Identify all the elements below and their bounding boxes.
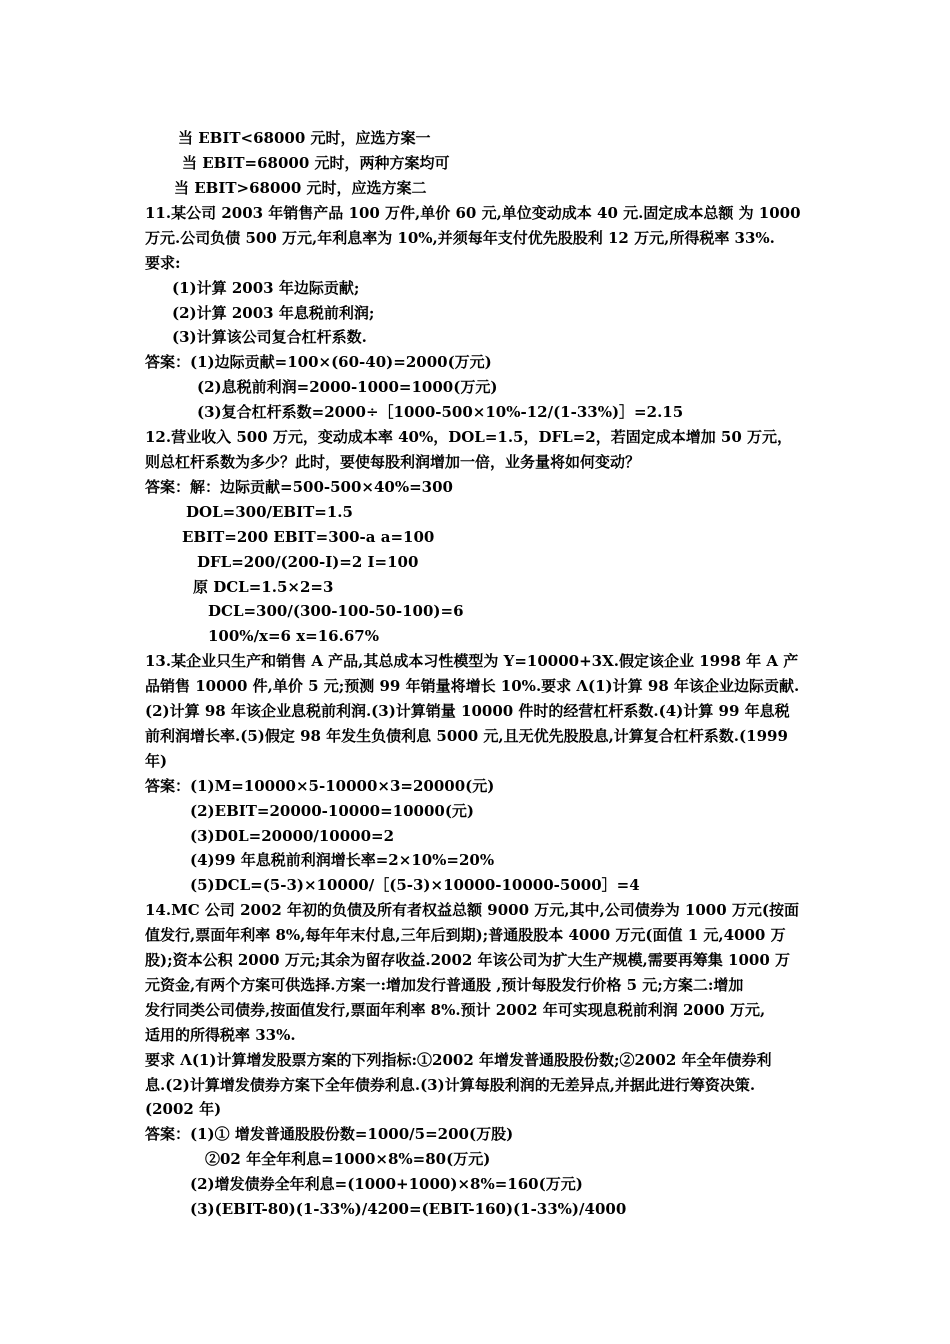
question-11-item: (3)计算该公司复合杠杆系数. [172,328,367,346]
question-14-line: 发行同类公司债券,按面值发行,票面年利率 8%.预计 2002 年可实现息税前利润 2000 万元, [145,1001,766,1019]
answer-12-line: 100%/x=6 x=16.67% [208,627,379,645]
answer-11-line: (2)息税前利润=2000-1000=1000(万元) [197,378,498,396]
question-14-line: 值发行,票面年利率 8%,每年年末付息,三年后到期);普通股股本 4000 万元(面值 1 元,4000 万 [145,926,786,944]
question-14-line: 要求 Λ(1)计算增发股票方案的下列指标:①2002 年增发普通股股份数;②2002 年全年债券利 [145,1051,772,1069]
question-11-line: 万元.公司负债 500 万元,年利息率为 10%,并须每年支付优先股股利 12 万元,所得税率 33%. [145,229,775,247]
question-13-line: (2)计算 98 年该企业息税前利润.(3)计算销量 10000 件时的经营杠杆系数.(4)计算 99 年息税 [145,702,790,720]
question-11-line: 11.某公司 2003 年销售产品 100 万件,单价 60 元,单位变动成本 40 元.固定成本总额 为 1000 [145,204,801,222]
answer-12-line: 答案：解：边际贡献=500-500×40%=300 [145,478,453,496]
answer-11-line: (3)复合杠杆系数=2000÷［1000-500×10%-12/(1-33%)］=2.15 [197,403,684,421]
text-line: 当 EBIT=68000 元时，两种方案均可 [182,154,450,172]
answer-12-line: DOL=300/EBIT=1.5 [186,503,353,521]
answer-12-line: EBIT=200 EBIT=300-a a=100 [182,528,435,546]
question-11-item: (2)计算 2003 年息税前利润; [172,304,375,322]
answer-14-line: (3)(EBIT-80)(1-33%)/4200=(EBIT-160)(1-33%)/4000 [190,1200,627,1218]
question-13-line: 年) [145,752,168,770]
answer-13-line: (5)DCL=(5-3)×10000/［(5-3)×10000-10000-5000］=4 [190,876,640,894]
question-13-line: 前利润增长率.(5)假定 98 年发生负债利息 5000 元,且无优先股股息,计算复合杠杆系数.(1999 [145,727,788,745]
answer-14-line: ②02 年全年利息=1000×8%=80(万元) [205,1150,491,1168]
question-13-line: 13.某企业只生产和销售 A 产品,其总成本习性模型为 Y=10000+3X.假定该企业 1998 年 A 产 [145,652,799,670]
answer-12-line: DFL=200/(200-I)=2 I=100 [197,553,419,571]
answer-12-line: DCL=300/(300-100-50-100)=6 [208,602,464,620]
question-12-line: 12.营业收入 500 万元，变动成本率 40%，DOL=1.5，DFL=2，若固定成本增加 50 万元， [145,428,793,446]
question-11-line: 要求: [145,254,181,272]
answer-14-line: (2)增发债券全年利息=(1000+1000)×8%=160(万元) [190,1175,583,1193]
question-14-line: 14.MC 公司 2002 年初的负债及所有者权益总额 9000 万元,其中,公司债券为 1000 万元(按面 [145,901,799,919]
answer-11-line: 答案：(1)边际贡献=100×(60-40)=2000(万元) [145,353,492,371]
question-14-line: 适用的所得税率 33%. [145,1026,296,1044]
question-14-line: (2002 年) [145,1100,222,1118]
text-line: 当 EBIT>68000 元时，应选方案二 [174,179,427,197]
question-14-line: 息.(2)计算增发债券方案下全年债券利息.(3)计算每股利润的无差异点,并据此进行筹资决策. [145,1076,756,1094]
answer-13-line: 答案：(1)M=10000×5-10000×3=20000(元) [145,777,495,795]
text-line: 当 EBIT<68000 元时，应选方案一 [178,129,431,147]
question-14-line: 股);资本公积 2000 万元;其余为留存收益.2002 年该公司为扩大生产规模,需要再筹集 1000 万 [145,951,790,969]
question-13-line: 品销售 10000 件,单价 5 元;预测 99 年销量将增长 10%.要求 Λ(1)计算 98 年该企业边际贡献. [145,677,800,695]
answer-13-line: (2)EBIT=20000-10000=10000(元) [190,802,475,820]
answer-14-line: 答案：(1)① 增发普通股股份数=1000/5=200(万股) [145,1125,514,1143]
answer-13-line: (4)99 年息税前利润增长率=2×10%=20% [190,851,495,869]
question-14-line: 元资金,有两个方案可供选择.方案一:增加发行普通股 ,预计每股发行价格 5 元;方案二:增加 [145,976,744,994]
answer-12-line: 原 DCL=1.5×2=3 [193,578,334,596]
answer-13-line: (3)D0L=20000/10000=2 [190,827,395,845]
question-12-line: 则总杠杆系数为多少？此时，要使每股利润增加一倍，业务量将如何变动？ [145,453,641,471]
question-11-item: (1)计算 2003 年边际贡献; [172,279,360,297]
